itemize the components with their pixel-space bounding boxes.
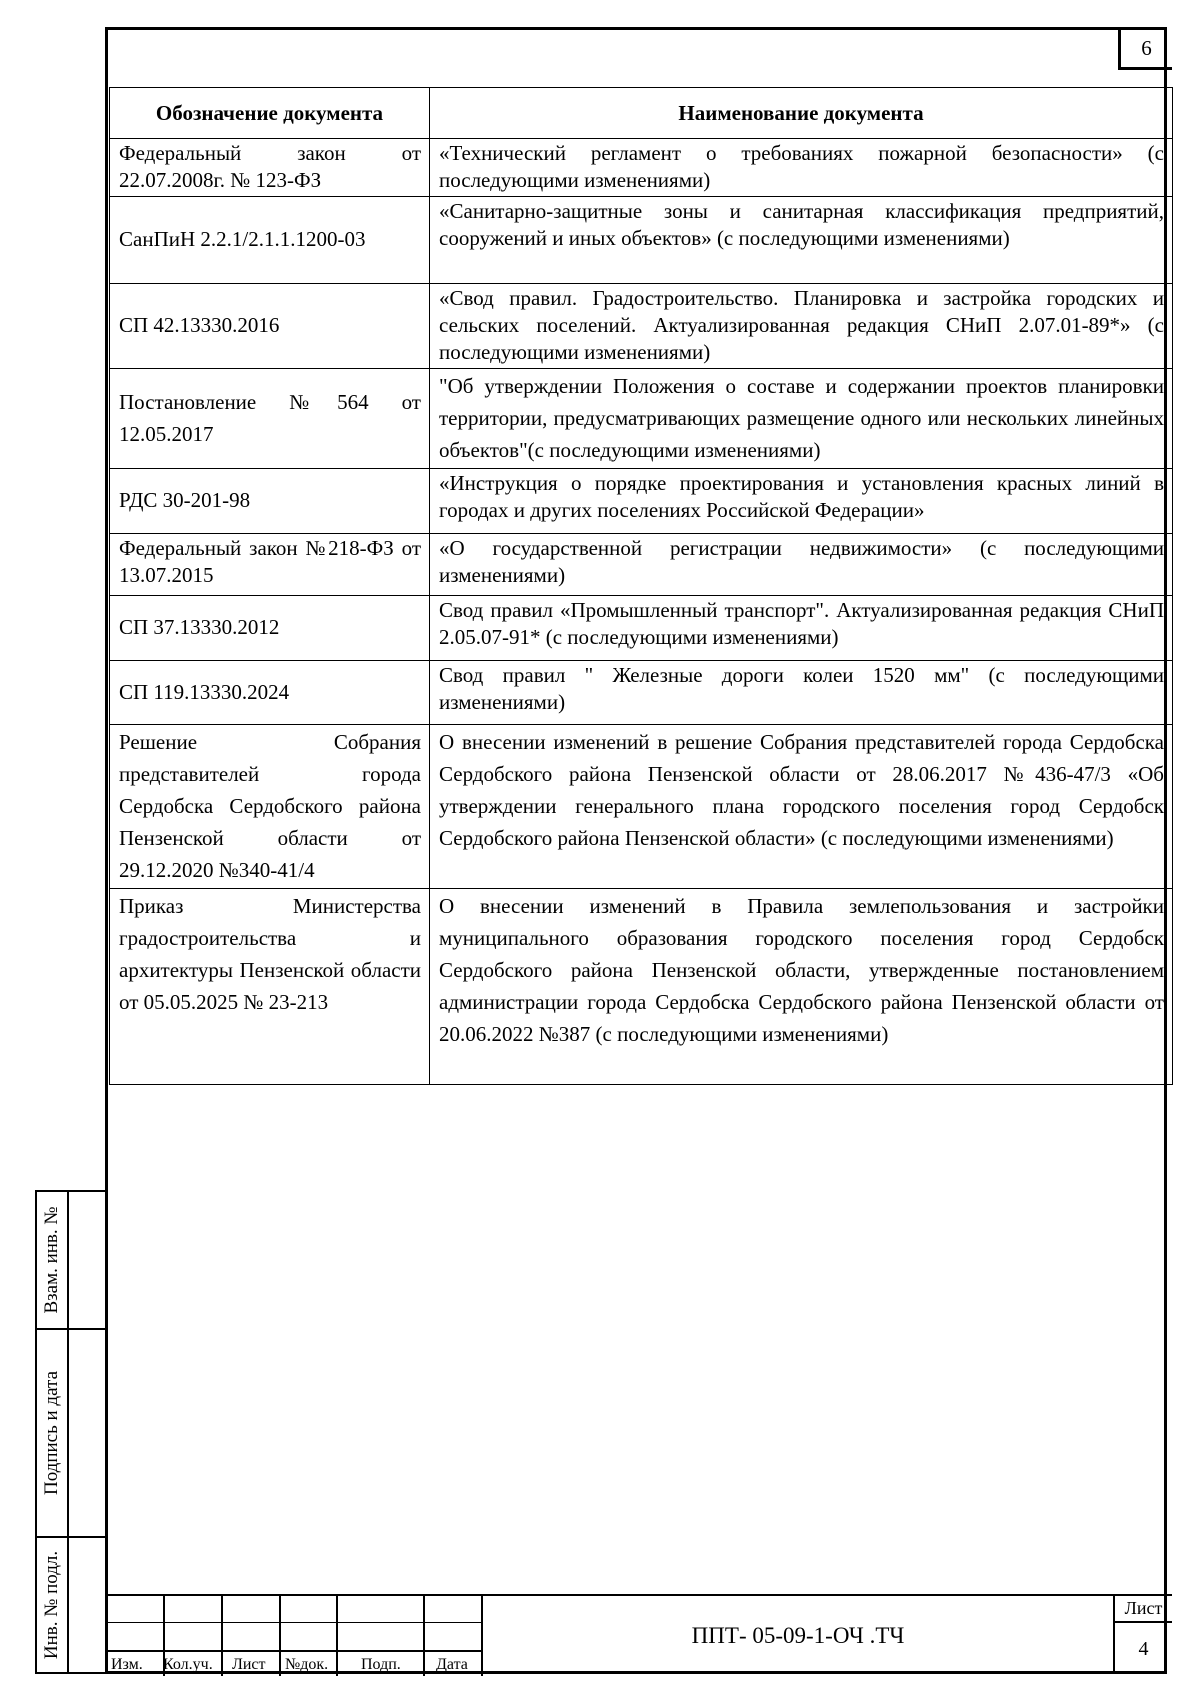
table-row	[110, 197, 1173, 284]
document-code: СП 37.13330.2012	[110, 596, 430, 661]
document-name: «Санитарно-защитные зоны и санитарная классификация предприятий, сооружений и иных объектов» (с последующими изменениями)	[430, 197, 1173, 284]
document-name: «Свод правил. Градостроительство. Планировка и застройка городских и сельских поселений. Актуализированная редакция СНиП 2.07.01-89*» (с последующими изменениями)	[430, 284, 1173, 369]
stamp-inv-podl-label: Инв. № подл.	[41, 1550, 62, 1660]
document-code: СП 42.13330.2016	[110, 284, 430, 369]
document-name: «Инструкция о порядке проектирования и установления красных линий в городах и других поселениях Российской Федерации»	[430, 469, 1173, 534]
label-koluch: Кол.уч.	[163, 1656, 213, 1673]
document-code: Постановление №564 от 12.05.2017	[110, 369, 430, 469]
title-block	[105, 1594, 1172, 1674]
document-code: ППТ- 05-09-1-ОЧ .ТЧ	[483, 1594, 1115, 1674]
table-row	[110, 889, 1173, 1085]
document-code: СП 119.13330.2024	[110, 661, 430, 725]
table-row	[110, 284, 1173, 369]
document-code: Решение Собрания представителей города Сердобска Сердобского района Пензенской области от 29.12.2020 №340-41/4	[110, 725, 430, 889]
document-name: Свод правил «Промышленный транспорт". Актуализированная редакция СНиП 2.05.07-91* (с последующими изменениями)	[430, 596, 1173, 661]
stamp-podpis-data	[35, 1330, 107, 1538]
title-block-grid	[105, 1594, 483, 1676]
label-list: Лист	[232, 1656, 266, 1673]
table-row	[110, 661, 1173, 725]
table-row	[110, 596, 1173, 661]
sheet-value: 4	[1138, 1638, 1149, 1660]
label-podp: Подп.	[361, 1656, 401, 1673]
label-ndok: №док.	[285, 1656, 329, 1673]
label-data: Дата	[436, 1656, 468, 1673]
header-name: Наименование документа	[430, 88, 1173, 139]
document-name: «О государственной регистрации недвижимости» (с последующими изменениями)	[430, 534, 1173, 596]
table-row	[110, 139, 1173, 197]
table-header-row	[110, 88, 1173, 139]
document-name: Свод правил " Железные дороги колеи 1520 мм" (с последующими изменениями)	[430, 661, 1173, 725]
stamp-vzam-inv	[35, 1190, 107, 1330]
document-name: «Технический регламент о требованиях пожарной безопасности» (с последующими изменениями)	[430, 139, 1173, 197]
document-code: Приказ Министерства градостроительства и архитектуры Пензенской области от 05.05.2025 № 23-213	[110, 889, 430, 1085]
documents-table	[109, 87, 1173, 1085]
document-code: Федеральный закон №218-ФЗ от 13.07.2015	[110, 534, 430, 596]
stamp-inv-podl	[35, 1538, 107, 1674]
document-name: "Об утверждении Положения о составе и содержании проектов планировки территории, предусматривающих размещение одного или нескольких линейных объектов"(с последующими изменениями)	[430, 369, 1173, 469]
header-code: Обозначение документа	[110, 88, 430, 139]
table-row	[110, 469, 1173, 534]
table-row	[110, 534, 1173, 596]
sheet-cell	[1115, 1594, 1172, 1676]
document-code: СанПиН 2.2.1/2.1.1.1200-03	[110, 197, 430, 284]
document-name: О внесении изменений в Правила землепользования и застройки муниципального образования городского поселения город Сердобск Сердобского района Пензенской области, утвержденные постановлением администрации города Сердобска Сердобского района Пензенской области от 20.06.2022 №387 (с последующими изменениями)	[430, 889, 1173, 1085]
table-row	[110, 725, 1173, 889]
stamp-vzam-inv-label: Взам. инв. №	[41, 1206, 62, 1314]
document-code: РДС 30-201-98	[110, 469, 430, 534]
sheet-label: Лист	[1115, 1596, 1172, 1623]
document-code: Федеральный закон от 22.07.2008г. № 123-ФЗ	[110, 139, 430, 197]
stamp-podpis-data-label: Подпись и дата	[41, 1370, 62, 1496]
page-number: 6	[1118, 28, 1172, 70]
table-row	[110, 369, 1173, 469]
label-izm: Изм.	[111, 1656, 143, 1673]
document-name: О внесении изменений в решение Собрания представителей города Сердобска Сердобского района Пензенской области от 28.06.2017 №436-47/3 «Об утверждении генерального плана городского поселения город Сердобск Сердобского района Пензенской области» (с последующими изменениями)	[430, 725, 1173, 889]
